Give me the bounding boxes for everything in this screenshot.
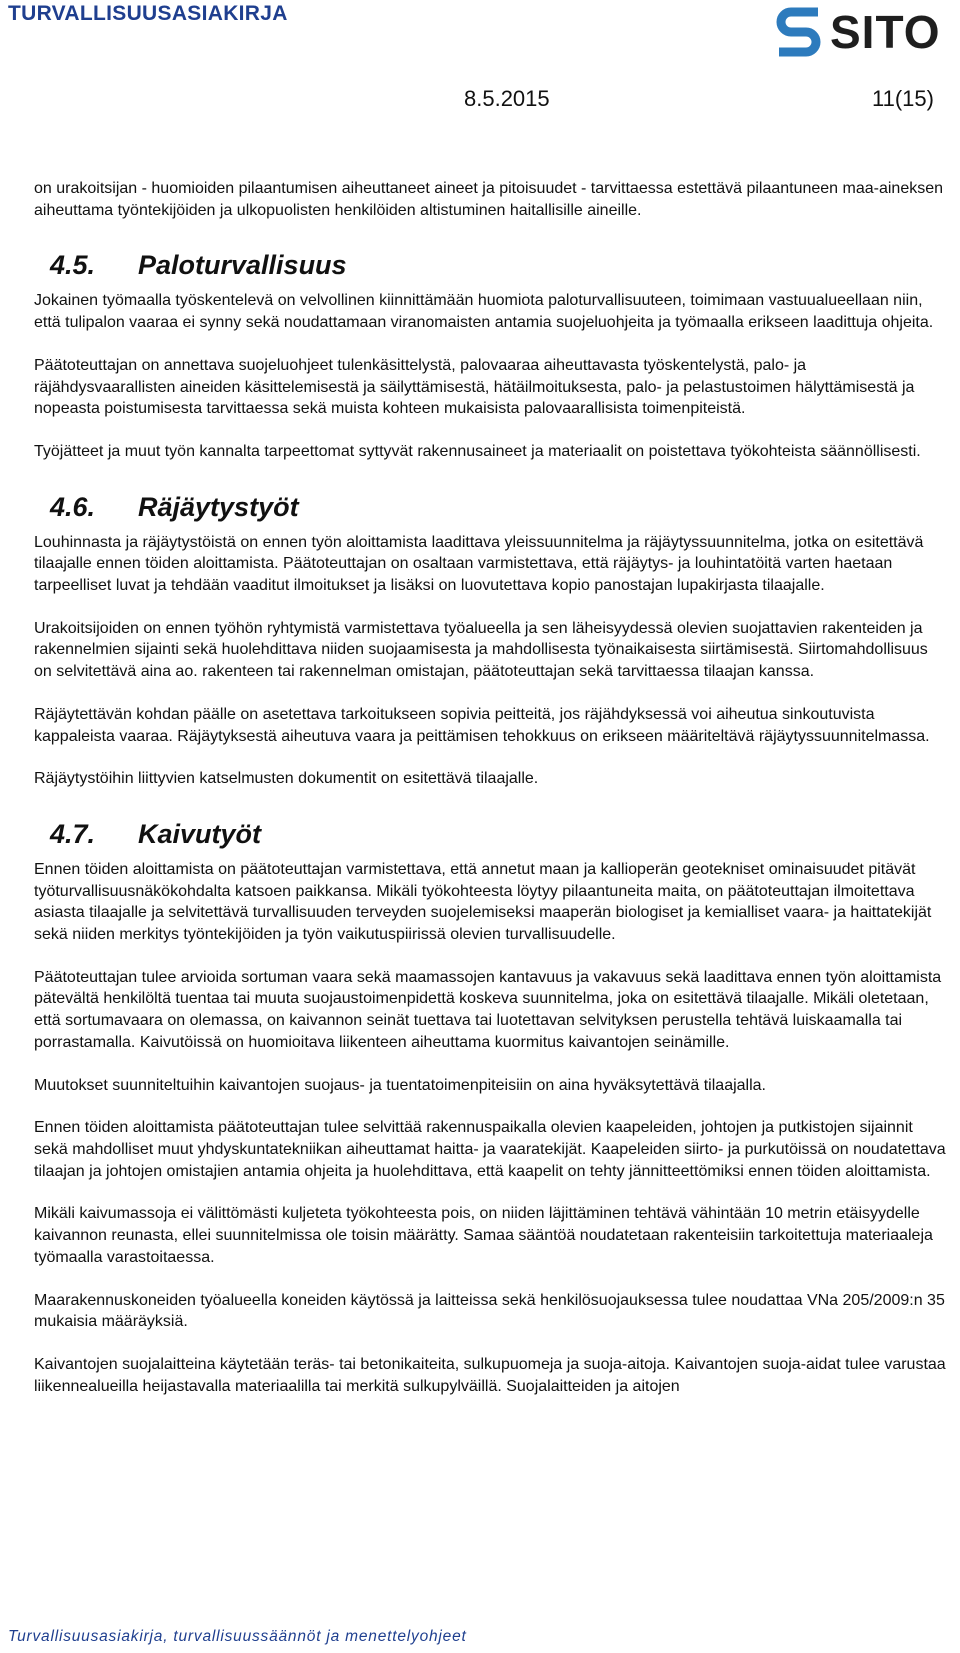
section-title: Paloturvallisuus — [138, 250, 347, 281]
sito-logo-mark-icon — [774, 5, 824, 59]
section-title: Räjäytystyöt — [138, 491, 299, 522]
section-heading-rajaytystyot — [34, 491, 950, 522]
document-type-title: TURVALLISUUSASIAKIRJA — [8, 2, 288, 25]
section-heading-paloturvallisuus — [34, 252, 950, 279]
section-title: Kaivutyöt — [138, 818, 262, 849]
paragraph: Maarakennuskoneiden työalueella koneiden käytössä ja laitteissa sekä henkilösuojauksessa tulee noudattaa VNa 205/2009:n 35 mukaisia määräyksiä. — [34, 1291, 945, 1331]
paragraph: Mikäli kaivumassoja ei välittömästi kuljeteta työkohteesta pois, on niiden läjittäminen tehtävä vähintään 10 metrin etäisyydelle kaivannon reunasta, ellei suunnitelmissa ole toisin määrätty. Samaa sääntöä noudatetaan rakenteisiin tarkoitettuja materiaaleja työmaalla varastoitaessa. — [34, 1205, 933, 1266]
logo-text: SITO — [830, 6, 941, 58]
paragraph: Ennen töiden aloittamista on päätoteuttajan varmistettava, että annetut maan ja kallioperän geotekniset ominaisuudet pitävät työturvallisuusnäkökohdalta katsoen paikkansa. Mikäli työkohteesta löytyy pilaantuneita maita, on päätoteuttajan ilmoitettava asiasta tilaajalle ja selvitettävä turvallisuuden terveyden suojelemiseksi maaperän biologiset ja kemialliset vaara- ja haittatekijät sekä niiden merkitys työntekijöiden ja työn vaikutuspiirissä olevien turvallisuudelle. — [34, 860, 932, 944]
document-body — [34, 178, 950, 1397]
paragraph: Räjäytystöihin liittyvien katselmusten dokumentit on esitettävä tilaajalle. — [34, 770, 539, 788]
page-number: 11(15) — [872, 86, 934, 111]
paragraph: Jokainen työmaalla työskentelevä on velvollinen kiinnittämään huomiota paloturvallisuuteen, toimimaan vastuualueellaan niin, että tulipalon vaaraa ei synny sekä noudattamaan viranomaisten antamia suojeluohjeita ja työmaalla erikseen laadittuja ohjeita. — [34, 292, 934, 332]
section-body — [34, 859, 950, 1397]
section-body — [34, 290, 950, 462]
paragraph: Louhinnasta ja räjäytystöistä on ennen työn aloittamista laadittava yleissuunnitelma ja räjäytyssuunnitelma, jotka on esitettävä tilaajalle ennen töiden aloittamista. Päätoteuttajan on osaltaan varmistettava, että räjäytys- ja louhintatöitä varten haetaan tarpeelliset luvat ja tehdään vaaditut ilmoitukset ja lisäksi on luovutettava kopio panostajan lupakirjasta tilaajalle. — [34, 533, 924, 595]
section-body — [34, 532, 950, 790]
section-number: 4.7. — [50, 818, 96, 849]
paragraph: Työjätteet ja muut työn kannalta tarpeettomat syttyvät rakennusaineet ja materiaalit on poistettava työkohteista säännöllisesti. — [34, 442, 921, 460]
section-number: 4.6. — [50, 491, 96, 522]
intro-paragraph: on urakoitsijan - huomioiden pilaantumisen aiheuttaneet aineet ja pitoisuudet - tarvittaessa estettävä pilaantuneen maa-aineksen aiheuttama työntekijöiden ja ulkopuolisten henkilöiden altistuminen haitallisille aineille. — [34, 180, 944, 219]
paragraph: Muutokset suunniteltuihin kaivantojen suojaus- ja tuentatoimenpiteisiin on aina hyväksytettävä tilaajalla. — [34, 1076, 766, 1094]
paragraph: Kaivantojen suojalaitteina käytetään teräs- tai betonikaiteita, sulkupuomeja ja suoja-aitoja. Kaivantojen suoja-aidat tulee varustaa liikennealueilla heijastavalla materiaalilla tai merkitä sulkupylväillä. Suojalaitteiden ja aitojen — [34, 1355, 946, 1395]
page-footer: Turvallisuusasiakirja, turvallisuussäännöt ja menettelyohjeet — [8, 1628, 467, 1645]
document-date: 8.5.2015 — [464, 86, 550, 111]
sito-logo — [774, 2, 954, 62]
paragraph: Urakoitsijoiden on ennen työhön ryhtymistä varmistettava työalueella ja sen läheisyydessä olevien suojattavien rakenteiden ja rakennelmien sijainti sekä huolehdittava niiden suojaamisesta ja mahdollisesta työnaikaisesta siirtämisestä. Siirtomahdollisuus on selvitettävä aina ao. rakenteen tai rakennelman omistajan, päätoteuttajan sekä tarvittaessa tilaajan kanssa. — [34, 619, 928, 681]
section-heading-kaivutyot — [34, 818, 950, 849]
section-number: 4.5. — [50, 250, 96, 281]
paragraph: Päätoteuttajan tulee arvioida sortuman vaara sekä maamassojen kantavuus ja vakavuus sekä laadittava ennen työn aloittamista pätevältä henkilöltä tuentaa tai muuta suojaustoimenpidettä koskeva suunnitelma, joka on esitettävä tilaajalle. Mikäli oletetaan, että sortumavaara on olemassa, on kaivannon seinät tuettava tai luotettavan selvityksen perustella tehtävä luiskaamalla tai porrastamalla. Kaivutöissä on huomioitava liikenteen aiheuttama kuormitus kaivantojen seinämille. — [34, 968, 942, 1051]
paragraph: Ennen töiden aloittamista päätoteuttajan tulee selvittää rakennuspaikalla olevien kaapeleiden, johtojen ja putkistojen sijainnit sekä mahdolliset muut yhdyskuntatekniikan aiheuttamat haitta- ja vaaratekijät. Kaapeleiden siirto- ja purkutöissä on noudatettava tilaajan ja johtojen omistajien antamia ohjeita ja huolehdittava, että kaapelit on tehty jännitteettömiksi ennen töiden aloittamista. — [34, 1119, 946, 1180]
paragraph: Räjäytettävän kohdan päälle on asetettava tarkoitukseen sopivia peitteitä, jos räjähdyksessä voi aiheutua sinkoutuvista kappaleista vaaraa. Räjäytyksestä aiheutuva vaara ja peittämisen tehokkuus on erikseen määriteltävä räjäytyssuunnitelmassa. — [34, 705, 930, 745]
paragraph: Päätoteuttajan on annettava suojeluohjeet tulenkäsittelystä, palovaaraa aiheuttavasta työskentelystä, palo- ja räjähdysvaarallisten aineiden käsittelemisestä ja säilyttämisestä, hätäilmoituksesta, palo- ja pelastustoimen hälyttämisestä ja nopeasta poistumisesta tarvittaessa sekä muista kohteen mukaisista palovaarallisista toimenpiteistä. — [34, 356, 915, 418]
